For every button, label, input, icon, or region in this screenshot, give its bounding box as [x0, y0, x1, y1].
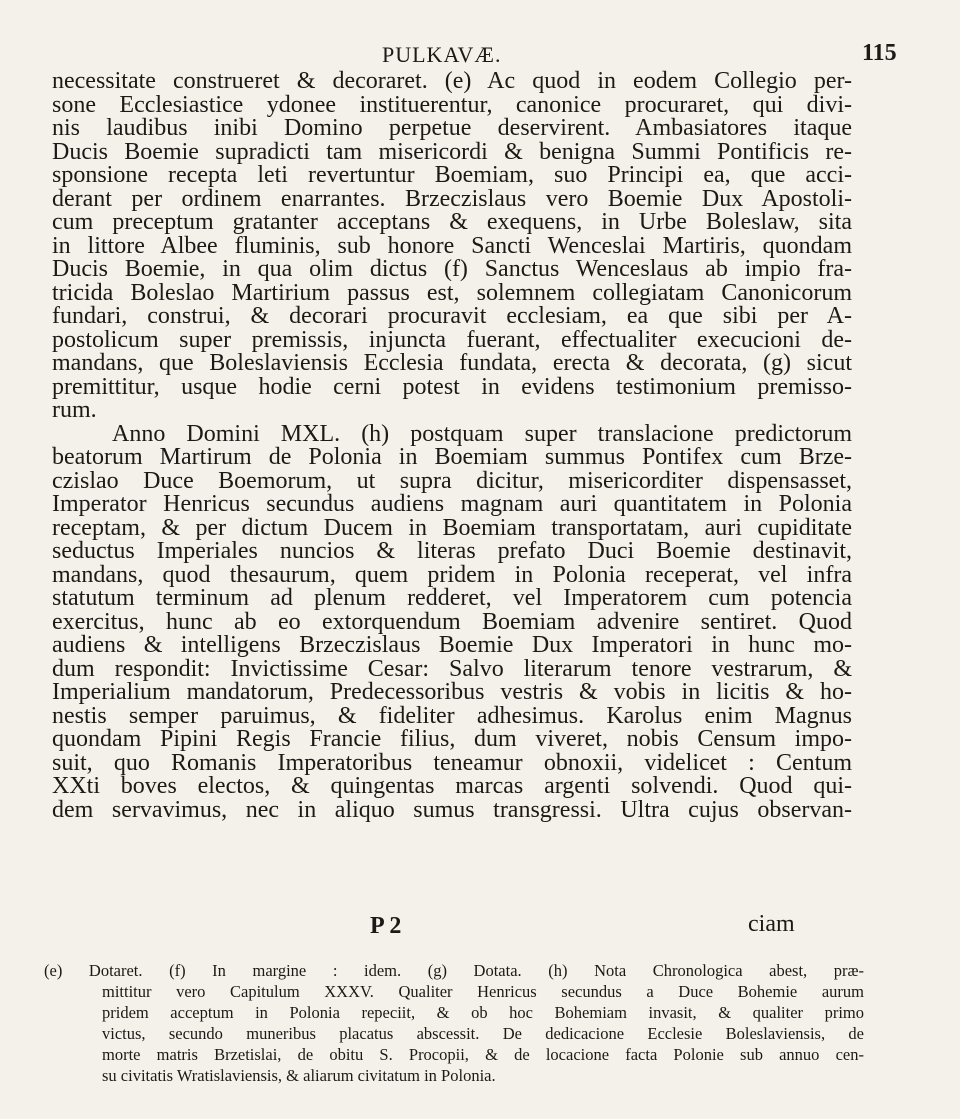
text-line: in littore Albee fluminis, sub honore Sancti Wenceslai Martiris, quondam [52, 234, 852, 258]
main-text-block [52, 70, 852, 822]
text-line: postolicum super premissis, injuncta fuerant, effectualiter execucioni de- [52, 328, 852, 352]
text-line: tricida Boleslao Martirium passus est, solemnem collegiatam Canonicorum [52, 281, 852, 305]
text-line: mandans, que Boleslaviensis Ecclesia fundata, erecta & decorata, (g) sicut [52, 352, 852, 376]
signature-mark: P 2 [370, 913, 402, 939]
footnotes-block [44, 960, 864, 1086]
text-line: suit, quo Romanis Imperatoribus teneamur obnoxii, videlicet : Centum [52, 751, 852, 775]
running-head: PULKAVÆ. [382, 42, 502, 67]
paragraph-start-line: Anno Domini MXL. (h) postquam super translacione predictorum [112, 422, 852, 446]
text-line: Imperialium mandatorum, Predecessoribus vestris & vobis in licitis & ho- [52, 681, 852, 705]
text-line: statutum terminum ad plenum redderet, vel Imperatorem cum potencia [52, 587, 852, 611]
text-line: sone Ecclesiastice ydonee instituerentur, canonice procuraret, qui divi- [52, 93, 852, 117]
footnote-line: mittitur vero Capitulum XXXV. Qualiter Henricus secundus a Duce Bohemie aurum [102, 982, 864, 1001]
footnote-line: victus, secundo muneribus placatus abscessit. De dedicacione Ecclesie Boleslaviensis, de [102, 1024, 864, 1043]
footnote-line: morte matris Brzetislai, de obitu S. Procopii, & de locacione facta Polonie sub annuo cen- [102, 1045, 864, 1064]
text-line: exercitus, hunc ab eo extorquendum Boemiam advenire sentiret. Quod [52, 610, 852, 634]
text-line: necessitate construeret & decoraret. (e) Ac quod in eodem Collegio per- [52, 70, 852, 94]
page-number: 115 [862, 40, 897, 66]
text-line: fundari, construi, & decorari procuravit ecclesiam, ea que sibi per A- [52, 305, 852, 329]
text-line: nestis semper paruimus, & fideliter adhesimus. Karolus enim Magnus [52, 704, 852, 728]
text-line: dem servavimus, nec in aliquo sumus transgressi. Ultra cujus observan- [52, 798, 852, 822]
footnote-line: su civitatis Wratislaviensis, & aliarum civitatum in Polonia. [102, 1066, 496, 1085]
catchword: ciam [748, 911, 795, 937]
text-line: XXti boves electos, & quingentas marcas argenti solvendi. Quod qui- [52, 775, 852, 799]
text-line: audiens & intelligens Brzeczislaus Boemie Dux Imperatori in hunc mo- [52, 634, 852, 658]
footnote-line: (e) Dotaret. (f) In margine : idem. (g) Dotata. (h) Nota Chronologica abest, præ- [44, 961, 864, 980]
text-line: nis laudibus inibi Domino perpetue deservirent. Ambasiatores itaque [52, 117, 852, 141]
text-line: dum respondit: Invictissime Cesar: Salvo literarum tenore vestrarum, & [52, 657, 852, 681]
text-line: rum. [52, 399, 97, 423]
text-line: sponsione recepta leti revertuntur Boemiam, suo Principi ea, que acci- [52, 164, 852, 188]
text-line: cum preceptum gratanter acceptans & exequens, in Urbe Boleslaw, sita [52, 211, 852, 235]
text-line: Ducis Boemie supradicti tam misericordi & benigna Summi Pontificis re- [52, 140, 852, 164]
footnote-line: pridem acceptum in Polonia repeciit, & ob hoc Bohemiam invasit, & qualiter primo [102, 1003, 864, 1022]
text-line: Imperator Henricus secundus audiens magnam auri quantitatem in Polonia [52, 493, 852, 517]
text-line: receptam, & per dictum Ducem in Boemiam transportatam, auri cupiditate [52, 516, 852, 540]
text-line: mandans, quod thesaurum, quem pridem in Polonia receperat, vel infra [52, 563, 852, 587]
text-line: czislao Duce Boemorum, ut supra dicitur, misericorditer dispensasset, [52, 469, 852, 493]
text-line: premittitur, usque hodie cerni potest in evidens testimonium premisso- [52, 375, 852, 399]
text-line: beatorum Martirum de Polonia in Boemiam summus Pontifex cum Brze- [52, 446, 852, 470]
text-line: seductus Imperiales nuncios & literas prefato Duci Boemie destinavit, [52, 540, 852, 564]
text-line: Ducis Boemie, in qua olim dictus (f) Sanctus Wenceslaus ab impio fra- [52, 258, 852, 282]
text-line: derant per ordinem enarrantes. Brzeczislaus vero Boemie Dux Apostoli- [52, 187, 852, 211]
text-line: quondam Pipini Regis Francie filius, dum viveret, nobis Censum impo- [52, 728, 852, 752]
